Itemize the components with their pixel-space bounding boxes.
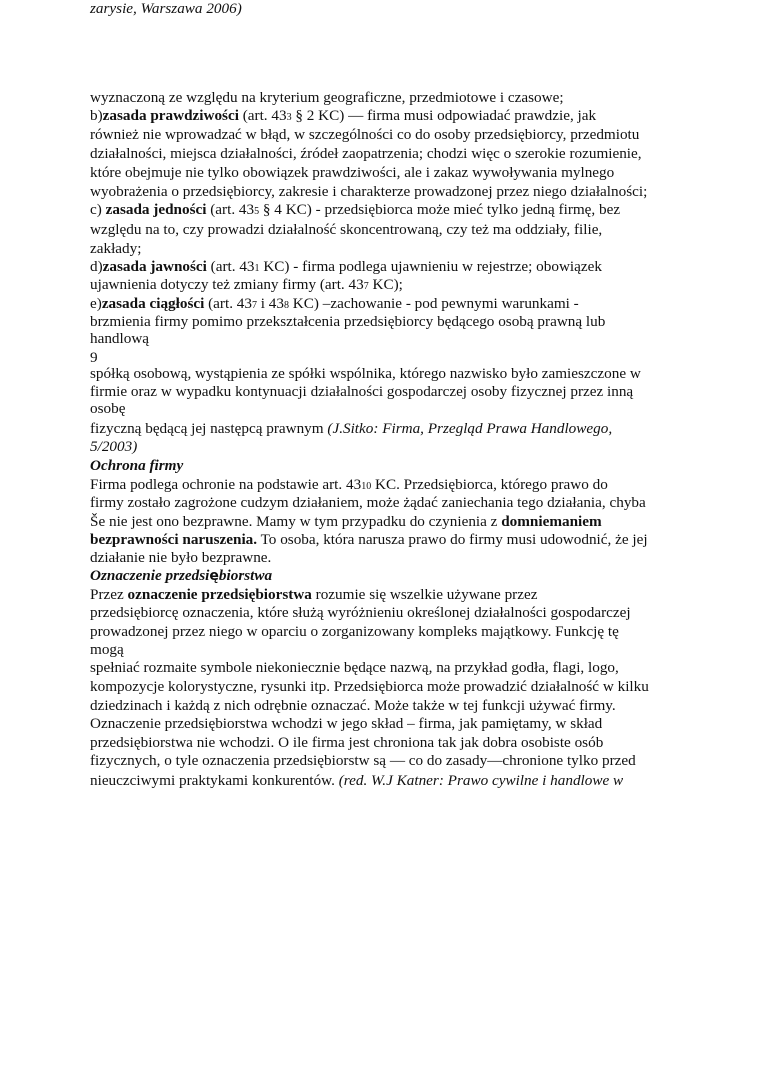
- text-run: zarysie, Warszawa 2006): [90, 0, 242, 17]
- text-line: [90, 752, 636, 770]
- text-line: [90, 549, 271, 567]
- subscript-text: 7: [363, 281, 369, 292]
- text-run: (art. 43: [206, 201, 255, 218]
- text-run: Še nie jest ono bezprawne. Mamy w tym przypadku do czynienia z: [90, 513, 502, 530]
- text-run: KC);: [368, 276, 403, 293]
- text-run: Ochrona firmy: [90, 457, 184, 474]
- text-run: zasada prawdziwości: [102, 107, 239, 124]
- text-run: nieuczciwymi praktykami konkurentów.: [90, 772, 339, 789]
- text-run: domniemaniem: [501, 513, 602, 530]
- text-run: zasada jedności: [105, 201, 207, 218]
- subscript-text: 8: [284, 300, 289, 311]
- text-line: [90, 697, 616, 715]
- text-line: [90, 240, 141, 258]
- text-line: [90, 126, 639, 144]
- text-line: [90, 295, 579, 315]
- text-run: prowadzonej przez niego w oparciu o zorganizowany kompleks majątkowy. Funkcję tę: [90, 623, 619, 640]
- text-run: kompozycje kolorystyczne, rysunki itp. Przedsiębiorca może prowadzić działalność w kilku: [90, 678, 649, 695]
- subscript-text: 10: [361, 481, 372, 492]
- text-run: brzmienia firmy pomimo przekształcenia przedsiębiorcy będącego osobą prawną lub: [90, 313, 606, 330]
- text-run: i 43: [256, 295, 284, 312]
- text-run: KC) - firma podlega ujawnieniu w rejestrze; obowiązek: [259, 258, 602, 275]
- text-line: [90, 276, 403, 296]
- text-line: [90, 313, 605, 331]
- text-run: działanie nie było bezprawne.: [90, 549, 272, 566]
- text-run: zasada jawności: [102, 258, 207, 275]
- text-line: [90, 476, 608, 496]
- text-run: KC) –zachowanie - pod pewnymi warunkami -: [289, 295, 579, 312]
- text-run: które obejmuje nie tylko obowiązek prawdziwości, ale i zakaz wywoływania mylnego: [90, 164, 615, 181]
- text-line: [90, 145, 642, 163]
- text-run: fizycznych, o tyle oznaczenia przedsiębiorstw są — co do zasady—chronione tylko przed: [90, 752, 636, 769]
- text-line: [90, 659, 619, 677]
- text-run: firmy zostało zagrożone cudzym działaniem, może żądać zaniechania tego działania, chyba: [90, 494, 646, 511]
- text-run: spełniać rozmaite symbole niekoniecznie będące nazwą, na przykład godła, flagi, logo,: [90, 659, 619, 676]
- subscript-text: 5: [254, 206, 260, 217]
- text-line: [90, 678, 649, 696]
- text-line: [90, 513, 602, 531]
- text-run: (red. W.J Katner: Prawo cywilne i handlowe w: [338, 772, 624, 789]
- text-line: [90, 734, 603, 752]
- text-line: [90, 258, 602, 278]
- text-line: [90, 641, 124, 659]
- subscript-text: 1: [254, 263, 260, 274]
- text-run: (art. 43: [206, 258, 255, 275]
- subscript-text: 7: [251, 300, 257, 311]
- text-run: (J.Sitko: Firma, Przegląd Prawa Handlowego,: [327, 420, 613, 437]
- text-line: [90, 457, 183, 475]
- text-run: Przez: [90, 586, 128, 603]
- text-run: dziedzinach i każdą z nich odrębnie oznaczać. Może także w tej funkcji używać firmy.: [90, 697, 616, 714]
- text-line: [90, 623, 619, 641]
- text-run: KC. Przedsiębiorca, którego prawo do: [371, 476, 608, 493]
- text-run: ę: [209, 568, 219, 584]
- text-run: firmie oraz w wypadku kontynuacji działalności gospodarczej osoby fizycznej przez inną: [90, 383, 634, 400]
- text-run: względu na to, czy prowadzi działalność skoncentrowaną, czy też ma oddziały, filie,: [90, 221, 603, 238]
- text-run: 5/2003): [90, 438, 138, 455]
- text-run: przedsiębiorstwa nie wchodzi. O ile firma jest chroniona tak jak dobra osobiste osób: [90, 734, 604, 751]
- text-run: zakłady;: [90, 240, 142, 257]
- text-line: [90, 420, 612, 438]
- text-line: [90, 715, 602, 733]
- text-run: oznaczenie przedsiębiorstwa: [127, 586, 312, 603]
- text-line: [90, 183, 647, 201]
- text-run: również nie wprowadzać w błąd, w szczególności co do osoby przedsiębiorcy, przedmiotu: [90, 126, 640, 143]
- text-line: [90, 438, 137, 456]
- text-run: 9: [90, 349, 98, 366]
- subscript-text: 3: [286, 112, 292, 123]
- text-run: (art. 43: [204, 295, 252, 312]
- text-run: zasada ciągłości: [101, 295, 205, 312]
- text-run: c): [90, 201, 106, 218]
- text-run: fizyczną będącą jej następcą prawnym: [90, 420, 328, 437]
- text-run: d): [90, 258, 103, 275]
- text-run: Oznaczenie przedsi: [90, 567, 210, 584]
- text-run: ujawnienia dotyczy też zmiany firmy (art. 43: [90, 276, 364, 293]
- text-run: (art. 43: [238, 107, 287, 124]
- text-run: To osoba, która narusza prawo do firmy musi udowodnić, że jej: [257, 531, 648, 548]
- text-run: mogą: [90, 641, 124, 658]
- text-run: osobę: [90, 400, 126, 417]
- text-run: wyobrażenia o przedsiębiorcy, zakresie i charakterze prowadzonej przez niego działalności;: [90, 183, 648, 200]
- text-line: [90, 567, 272, 585]
- text-run: handlową: [90, 330, 150, 347]
- text-line: [90, 531, 648, 549]
- text-run: e): [90, 295, 102, 312]
- text-run: § 4 KC) - przedsiębiorca może mieć tylko jedną firmę, bez: [259, 201, 621, 218]
- text-run: rozumie się wszelkie używane przez: [311, 586, 538, 603]
- text-run: b): [90, 107, 103, 124]
- text-line: [90, 330, 149, 348]
- text-line: [90, 772, 623, 790]
- text-line: [90, 107, 596, 127]
- text-line: [90, 586, 537, 604]
- text-run: Firma podlega ochronie na podstawie art. 43: [90, 476, 362, 493]
- text-run: działalności, miejsca działalności, źródeł zaopatrzenia; chodzi więc o szerokie rozumienie,: [90, 145, 642, 162]
- text-run: § 2 KC) — firma musi odpowiadać prawdzie, jak: [291, 107, 597, 124]
- text-run: spółką osobową, wystąpienia ze spółki wspólnika, którego nazwisko było zamieszczone w: [90, 365, 641, 382]
- text-run: bezprawności naruszenia.: [90, 531, 258, 548]
- text-run: biorstwa: [218, 567, 273, 584]
- text-line: [90, 221, 602, 239]
- text-line: [90, 201, 620, 221]
- text-line: [90, 89, 564, 107]
- text-line: [90, 365, 641, 383]
- text-run: wyznaczoną ze względu na kryterium geograficzne, przedmiotowe i czasowe;: [90, 89, 564, 106]
- text-run: Oznaczenie przedsiębiorstwa wchodzi w jego skład – firma, jak pamiętamy, w skład: [90, 715, 603, 732]
- text-line: [90, 400, 125, 418]
- text-line: [90, 383, 633, 401]
- text-line: [90, 494, 646, 512]
- text-line: [90, 604, 631, 622]
- text-line: [90, 0, 242, 18]
- text-run: przedsiębiorcę oznaczenia, które służą wyróżnieniu określonej działalności gospodarczej: [90, 604, 631, 621]
- text-line: [90, 164, 614, 182]
